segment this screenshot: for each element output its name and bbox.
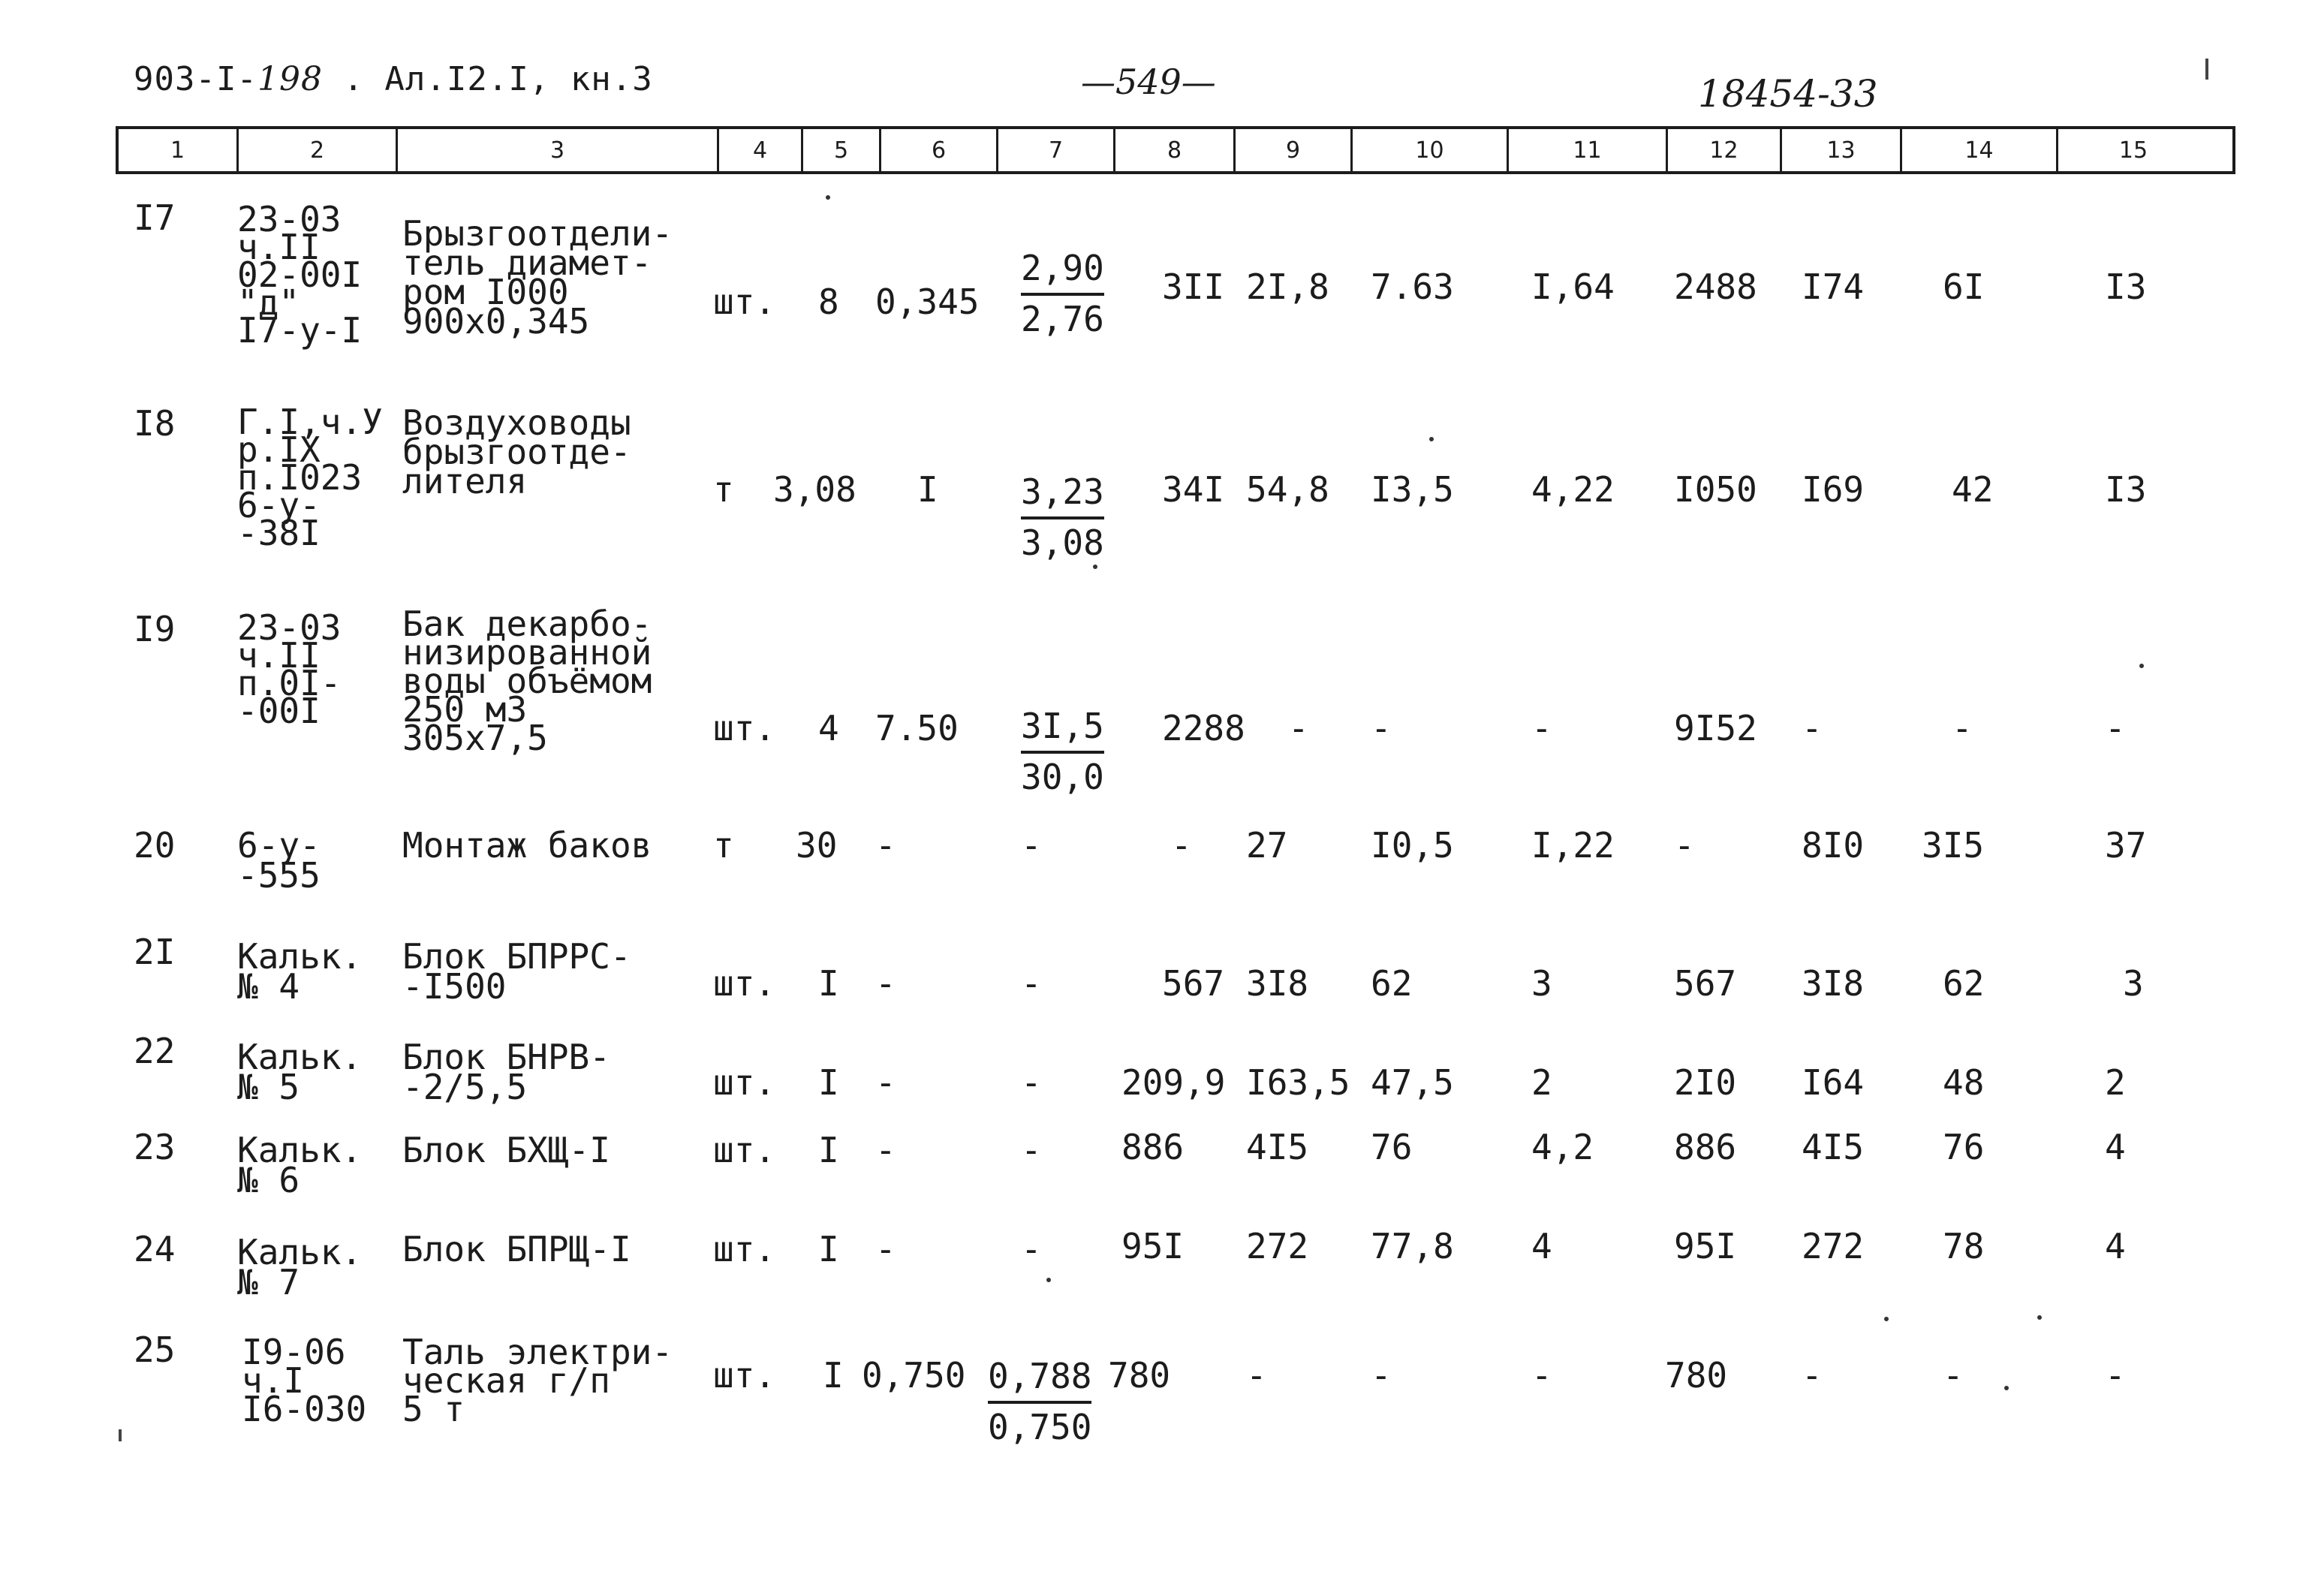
- scan-speck: [1046, 1278, 1051, 1282]
- row-col7: -: [1021, 825, 1042, 866]
- row-col9: 27: [1246, 825, 1288, 866]
- row-quantity: 4: [818, 708, 839, 748]
- row-col11: 2: [1531, 1062, 1552, 1103]
- row-col14: 62: [1943, 963, 1985, 1004]
- row-number: I8: [134, 403, 176, 444]
- row-col12: 2488: [1674, 267, 1757, 307]
- page-number: —549—: [1081, 62, 1216, 102]
- row-col8: 209,9: [1121, 1062, 1226, 1103]
- row-name: Блок БПРЩ-I: [402, 1229, 631, 1269]
- row-col13: 8I0: [1802, 825, 1865, 866]
- row-col11: 3: [1531, 963, 1552, 1004]
- row-col8: 95I: [1121, 1226, 1185, 1266]
- row-col6: 0,750: [862, 1355, 966, 1396]
- row-col14: -: [1952, 708, 1973, 748]
- document-code: [134, 60, 653, 98]
- row-col15: 4: [2105, 1127, 2126, 1167]
- column-header: 9: [1236, 129, 1353, 171]
- row-name: Блок БПРРС- -I500: [402, 936, 631, 1007]
- row-col15: I3: [2105, 267, 2147, 307]
- row-col14: 42: [1952, 469, 1994, 510]
- row-col13: I74: [1802, 267, 1865, 307]
- row-col13: 3I8: [1802, 963, 1865, 1004]
- row-number: I9: [134, 609, 176, 649]
- row-reference: Кальк. № 7: [237, 1232, 363, 1302]
- row-col6: 0,345: [875, 282, 980, 322]
- row-unit: шт.: [713, 963, 776, 1004]
- document-code-suffix: . Ал.I2.I, кн.3: [322, 60, 653, 98]
- row-reference: Кальк. № 6: [237, 1130, 363, 1200]
- row-name: Блок БНРВ- -2/5,5: [402, 1037, 610, 1107]
- row-col13: -: [1802, 1355, 1823, 1396]
- row-col7: -: [1021, 963, 1042, 1004]
- row-quantity: I: [818, 1130, 839, 1170]
- row-number: 2I: [134, 932, 176, 972]
- row-name: Бак декарбо- низированной воды объёмом 250 м3 305х7,5: [402, 604, 652, 758]
- row-number: I7: [134, 197, 176, 238]
- row-col11: 4,22: [1531, 469, 1615, 510]
- row-col11: I,64: [1531, 267, 1615, 307]
- row-number: 24: [134, 1229, 176, 1269]
- row-number: 22: [134, 1031, 176, 1071]
- row-col12: -: [1674, 825, 1695, 866]
- row-col13: I69: [1802, 469, 1865, 510]
- row-col10: 76: [1371, 1127, 1413, 1167]
- row-col10: 62: [1371, 963, 1413, 1004]
- row-reference: I9-06 ч.I I6-030: [242, 1332, 367, 1429]
- row-number: 20: [134, 825, 176, 866]
- row-col7-fraction: [1021, 471, 1104, 563]
- row-col12: 95I: [1674, 1226, 1737, 1266]
- row-col9: -: [1288, 708, 1309, 748]
- row-col8: 567: [1162, 963, 1225, 1004]
- row-reference: 23-03 ч.II 02-00I "д" I7-у-I: [237, 199, 363, 351]
- row-col9: I63,5: [1246, 1062, 1350, 1103]
- column-header: 12: [1668, 129, 1782, 171]
- row-col10: I0,5: [1371, 825, 1454, 866]
- row-col14: 3I5: [1922, 825, 1985, 866]
- row-col11: 4,2: [1531, 1127, 1594, 1167]
- row-col7: -: [1021, 1229, 1042, 1269]
- scan-speck: [1429, 437, 1434, 441]
- row-col13: I64: [1802, 1062, 1865, 1103]
- row-quantity: 30: [796, 825, 838, 866]
- row-col6: -: [875, 1229, 896, 1269]
- column-header: 13: [1782, 129, 1902, 171]
- row-unit: шт.: [713, 1130, 776, 1170]
- row-col6: -: [875, 825, 896, 866]
- row-unit: шт.: [713, 708, 776, 748]
- column-header: 6: [881, 129, 998, 171]
- column-header: 5: [803, 129, 881, 171]
- column-header: 14: [1902, 129, 2058, 171]
- row-col10: 7.63: [1371, 267, 1454, 307]
- row-col12: 567: [1674, 963, 1737, 1004]
- scan-speck: [826, 195, 830, 200]
- row-col7-denominator: 30,0: [1021, 757, 1104, 797]
- column-header: 1: [119, 129, 239, 171]
- column-header: 8: [1115, 129, 1236, 171]
- row-col13: 272: [1802, 1226, 1865, 1266]
- row-col7-denominator: 2,76: [1021, 299, 1104, 339]
- scan-speck: [2037, 1315, 2042, 1320]
- row-col6: -: [875, 963, 896, 1004]
- row-col10: -: [1371, 1355, 1392, 1396]
- row-col8: -: [1171, 825, 1192, 866]
- row-unit: т: [713, 469, 734, 510]
- row-col15: 2: [2105, 1062, 2126, 1103]
- row-col12: 780: [1665, 1355, 1728, 1396]
- scan-speck: [1093, 565, 1097, 569]
- row-col9: 3I8: [1246, 963, 1309, 1004]
- row-col7-numerator: 3,23: [1021, 474, 1104, 519]
- row-col13: -: [1802, 708, 1823, 748]
- row-quantity: I: [823, 1355, 844, 1396]
- row-col10: 47,5: [1371, 1062, 1454, 1103]
- row-col7-numerator: 0,788: [988, 1359, 1091, 1404]
- row-unit: шт.: [713, 1062, 776, 1103]
- column-header: 11: [1509, 129, 1668, 171]
- row-quantity: 8: [818, 282, 839, 322]
- column-header: 10: [1353, 129, 1509, 171]
- row-name: Блок БХЩ-I: [402, 1130, 610, 1170]
- scan-mark: [119, 1429, 122, 1441]
- scan-speck: [2139, 664, 2144, 668]
- scan-speck: [1884, 1317, 1889, 1321]
- row-col8: 2288: [1162, 708, 1245, 748]
- column-number-header: [116, 126, 2235, 174]
- row-col11: I,22: [1531, 825, 1615, 866]
- row-number: 23: [134, 1127, 176, 1167]
- row-name: Брызгоотдели- тель диамет- ром I000 900х0,345: [402, 213, 673, 342]
- row-reference: Кальк. № 5: [237, 1037, 363, 1107]
- row-col14: 76: [1943, 1127, 1985, 1167]
- column-header: 3: [398, 129, 719, 171]
- row-unit: шт.: [713, 282, 776, 322]
- row-col7-fraction: [1021, 248, 1104, 339]
- row-col14: -: [1943, 1355, 1964, 1396]
- row-col14: 6I: [1943, 267, 1985, 307]
- column-header: 4: [719, 129, 803, 171]
- row-col12: 886: [1674, 1127, 1737, 1167]
- column-header: 2: [239, 129, 398, 171]
- row-col9: 54,8: [1246, 469, 1329, 510]
- row-unit: шт.: [713, 1355, 776, 1396]
- row-col7-numerator: 2,90: [1021, 251, 1104, 296]
- row-col8: 886: [1121, 1127, 1185, 1167]
- row-col15: I3: [2105, 469, 2147, 510]
- row-col12: I050: [1674, 469, 1757, 510]
- row-col8: 34I: [1162, 469, 1225, 510]
- column-header: 7: [998, 129, 1115, 171]
- column-header: 15: [2118, 137, 2148, 164]
- row-name: Монтаж баков: [402, 825, 652, 866]
- row-col11: 4: [1531, 1226, 1552, 1266]
- row-col14: 78: [1943, 1226, 1985, 1266]
- row-col15: 3: [2123, 963, 2144, 1004]
- row-col6: -: [875, 1062, 896, 1103]
- row-col10: -: [1371, 708, 1392, 748]
- row-reference: Кальк. № 4: [237, 936, 363, 1007]
- row-name: Воздуховоды брызгоотде- лителя: [402, 402, 631, 501]
- row-col9: 4I5: [1246, 1127, 1309, 1167]
- row-col11: -: [1531, 1355, 1552, 1396]
- row-col15: -: [2105, 1355, 2126, 1396]
- row-col12: 9I52: [1674, 708, 1757, 748]
- row-col11: -: [1531, 708, 1552, 748]
- row-col9: -: [1246, 1355, 1267, 1396]
- row-col6: -: [875, 1130, 896, 1170]
- scan-mark: [2205, 59, 2208, 80]
- row-col9: 2I,8: [1246, 267, 1329, 307]
- document-code-handwritten: 198: [257, 60, 323, 98]
- row-col6: I: [917, 469, 938, 510]
- row-col14: 48: [1943, 1062, 1985, 1103]
- row-col7-numerator: 3I,5: [1021, 709, 1104, 754]
- row-quantity: I: [818, 1229, 839, 1269]
- row-col7-denominator: 3,08: [1021, 522, 1104, 563]
- sheet-code: 18454-33: [1698, 72, 1878, 116]
- row-unit: шт.: [713, 1229, 776, 1269]
- row-col8: 3II: [1162, 267, 1225, 307]
- row-number: 25: [134, 1329, 176, 1370]
- row-col10: I3,5: [1371, 469, 1454, 510]
- row-quantity: 3,08: [773, 469, 856, 510]
- row-col6: 7.50: [875, 708, 959, 748]
- row-col12: 2I0: [1674, 1062, 1737, 1103]
- row-col15: 37: [2105, 825, 2147, 866]
- row-col9: 272: [1246, 1226, 1309, 1266]
- row-col13: 4I5: [1802, 1127, 1865, 1167]
- row-name: Таль электри- ческая г/п 5 т: [402, 1332, 673, 1429]
- row-reference: 6-у- -555: [237, 825, 321, 896]
- scan-speck: [2004, 1386, 2009, 1390]
- row-col7-denominator: 0,750: [988, 1407, 1092, 1447]
- row-col7: -: [1021, 1062, 1042, 1103]
- row-quantity: I: [818, 963, 839, 1004]
- row-col7-fraction: [1021, 706, 1104, 797]
- row-quantity: I: [818, 1062, 839, 1103]
- row-col7: -: [1021, 1130, 1042, 1170]
- row-col10: 77,8: [1371, 1226, 1454, 1266]
- row-col15: -: [2105, 708, 2126, 748]
- document-code-prefix: 903-I-: [134, 60, 257, 98]
- row-unit: т: [713, 825, 734, 866]
- row-col8: 780: [1108, 1355, 1171, 1396]
- row-reference: 23-03 ч.II п.0I- -00I: [237, 607, 342, 731]
- row-col15: 4: [2105, 1226, 2126, 1266]
- row-col7-fraction: [988, 1356, 1092, 1447]
- row-reference: Г.I,ч.У р.IX п.I023 6-у- -38I: [237, 402, 383, 553]
